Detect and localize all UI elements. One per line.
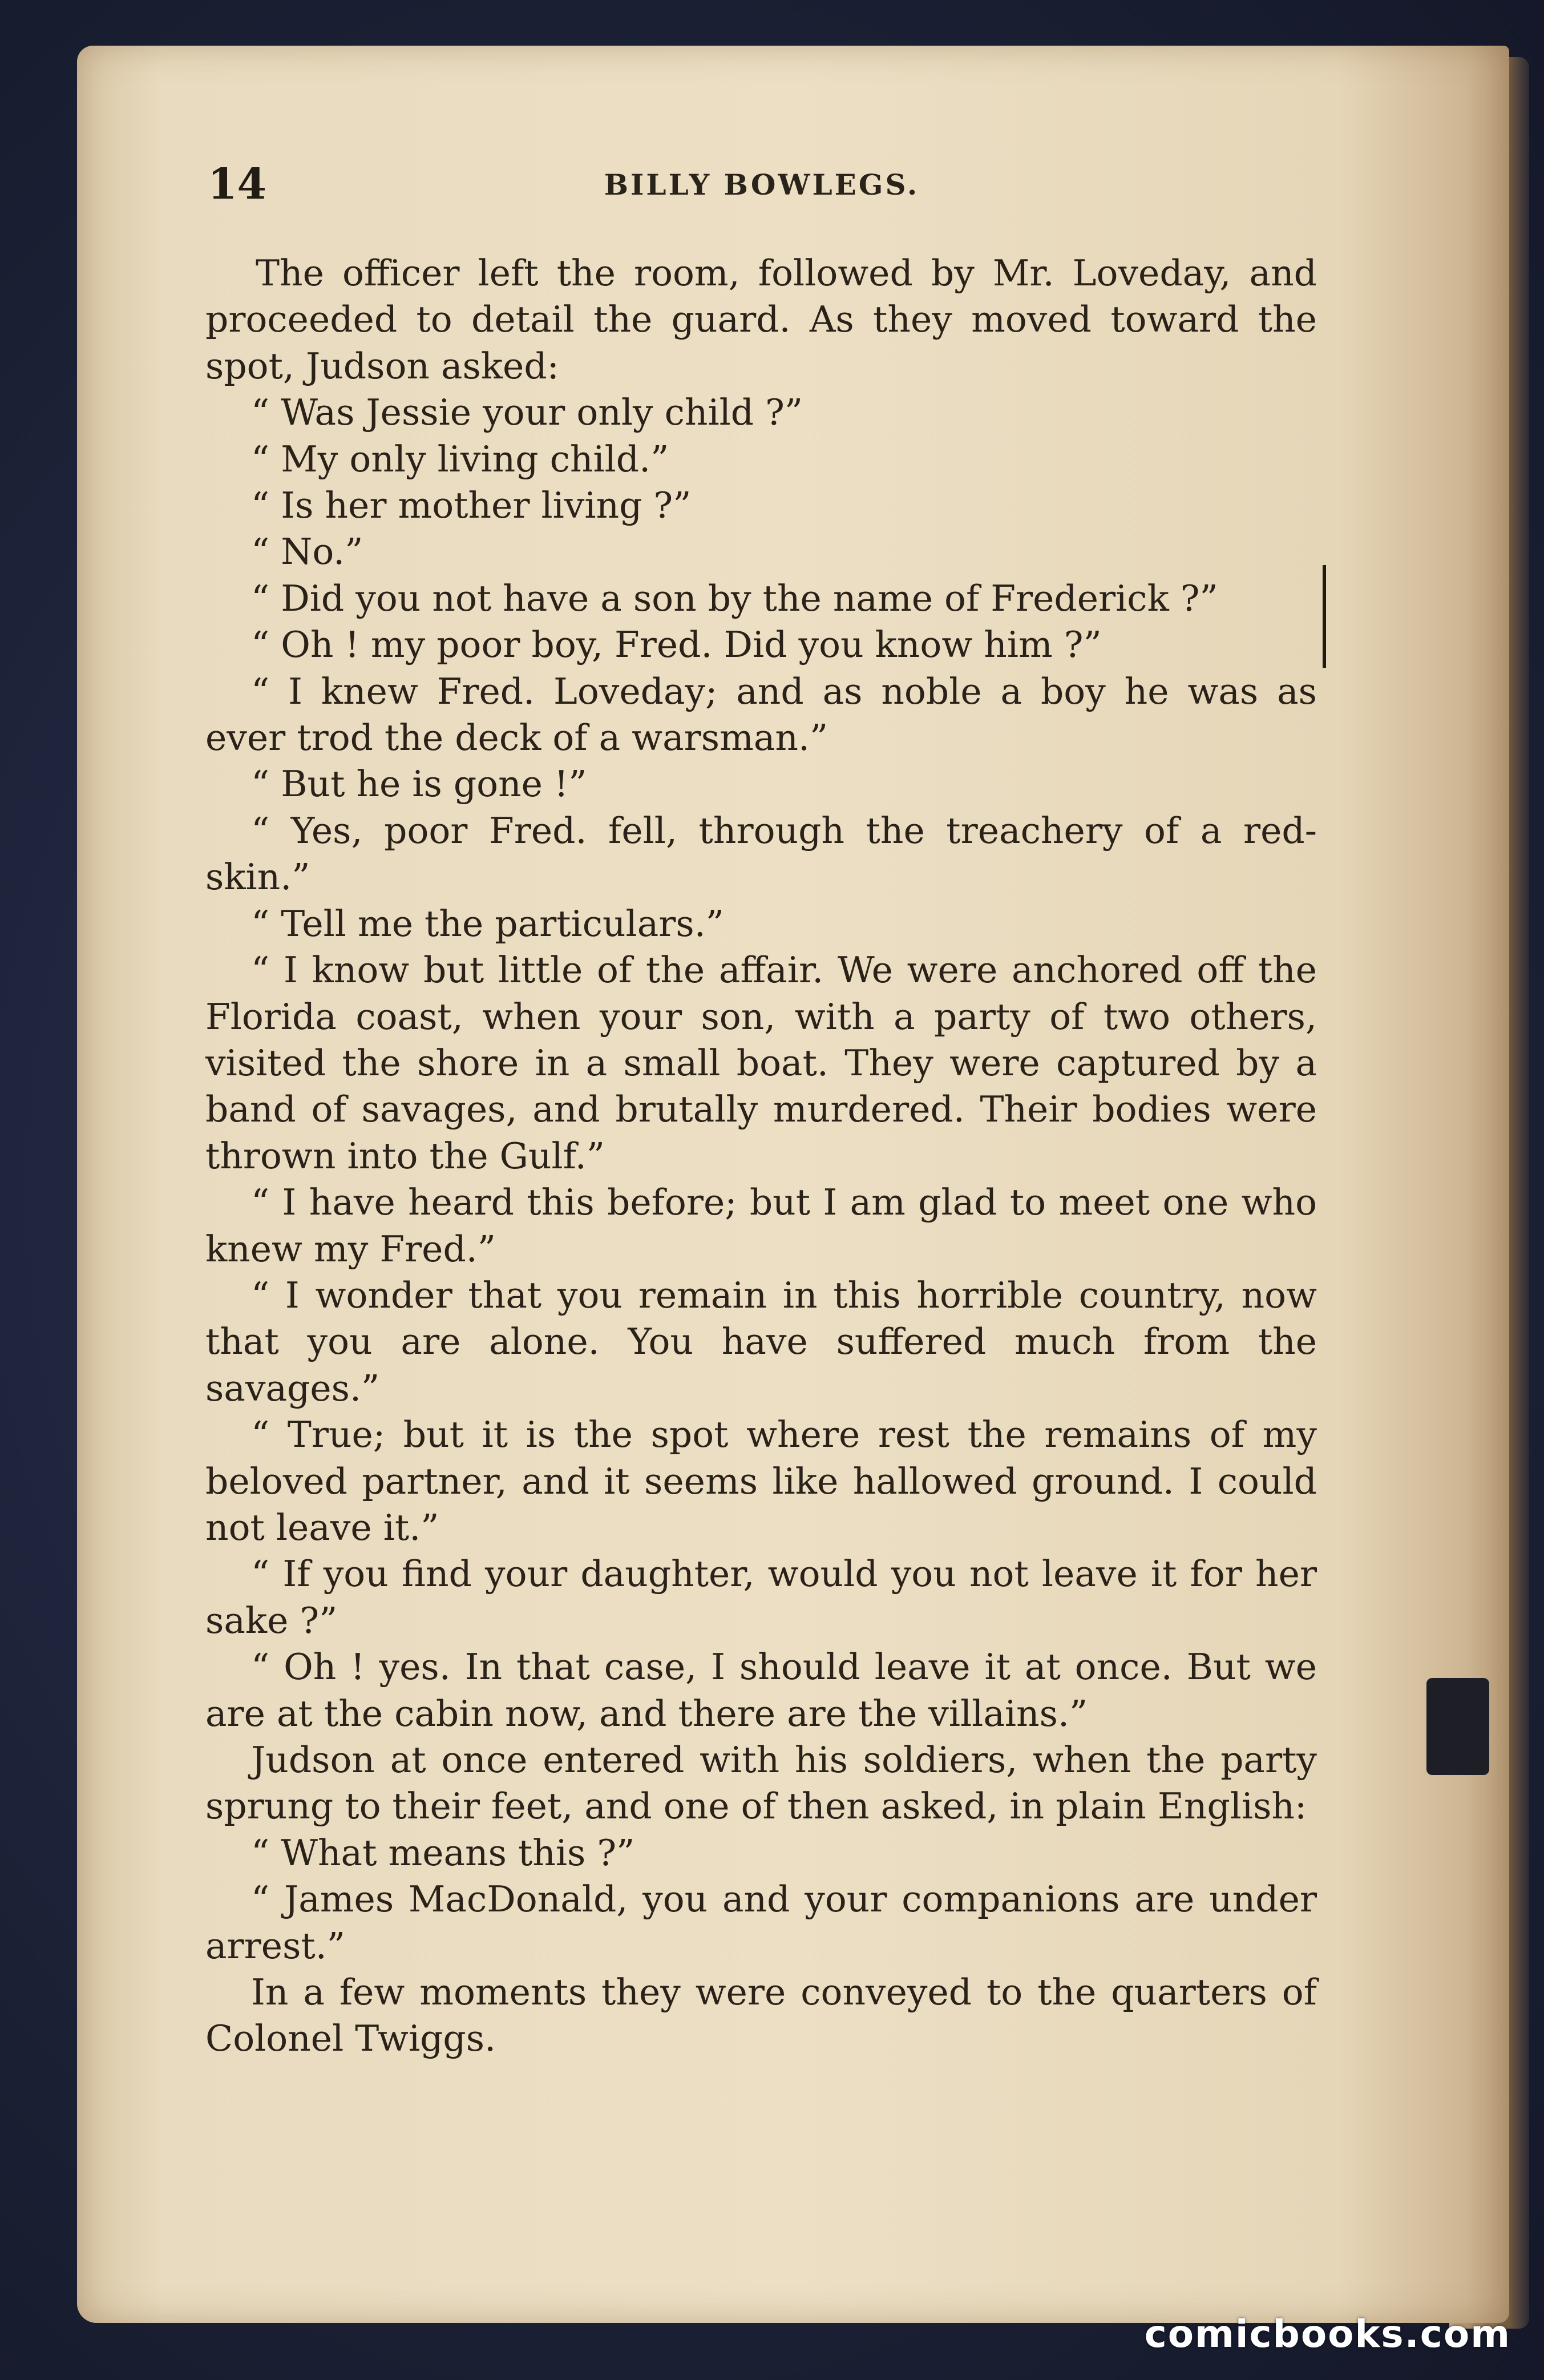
page-number: 14 (208, 160, 266, 209)
page-text (205, 250, 1317, 2062)
paragraph: “ My only living child.” (251, 438, 669, 480)
paragraph: “ I wonder that you remain in this horrible country, now that you are alone. You have suffered much from the savages.” (205, 1274, 1317, 1409)
paragraph: “ Did you not have a son by the name of Frederick ?” (251, 577, 1218, 619)
site-watermark: comicbooks.com (1144, 2312, 1511, 2356)
paragraph: “ Tell me the particulars.” (251, 902, 724, 945)
paragraph: “ James MacDonald, you and your companions are under arrest.” (205, 1878, 1317, 1967)
paragraph: “ I knew Fred. Loveday; and as noble a boy he was as ever trod the deck of a warsman.” (205, 670, 1317, 759)
paragraph: “ Is her mother living ?” (251, 485, 692, 527)
paragraph: “ Was Jessie your only child ?” (251, 392, 803, 434)
paragraph: The officer left the room, followed by Mr. Loveday, and proceeded to detail the guard. As they moved toward the spot, Judson asked: (205, 252, 1317, 387)
paragraph: “ Yes, poor Fred. fell, through the treachery of a red-skin.” (205, 809, 1317, 898)
running-head (200, 160, 1324, 209)
page-tear (1426, 1678, 1489, 1775)
paragraph: “ I know but little of the affair. We were anchored off the Florida coast, when your son, with a party of two others, visited the shore in a small boat. They were captured by a band of savages, and brutally murdered. Their bodies were thrown into the Gulf.” (205, 949, 1317, 1177)
paragraph: In a few moments they were conveyed to the quarters of Colonel Twiggs. (205, 1971, 1317, 2060)
paragraph: “ But he is gone !” (251, 763, 587, 805)
margin-mark (1323, 565, 1326, 668)
paragraph: “ Oh ! yes. In that case, I should leave it at once. But we are at the cabin now, and there are the villains.” (205, 1646, 1317, 1734)
paragraph: “ What means this ?” (251, 1832, 635, 1874)
paragraph: “ No.” (251, 531, 363, 573)
book-title: BILLY BOWLEGS. (604, 168, 920, 201)
paragraph: “ If you find your daughter, would you not leave it for her sake ?” (205, 1553, 1317, 1641)
paragraph: “ I have heard this before; but I am glad to meet one who knew my Fred.” (205, 1181, 1317, 1270)
paragraph: “ Oh ! my poor boy, Fred. Did you know him ?” (251, 624, 1102, 666)
paragraph: Judson at once entered with his soldiers, when the party sprung to their feet, and one of then asked, in plain English: (205, 1739, 1317, 1828)
paragraph: “ True; but it is the spot where rest the remains of my beloved partner, and it seems like hallowed ground. I could not leave it.” (205, 1414, 1317, 1548)
